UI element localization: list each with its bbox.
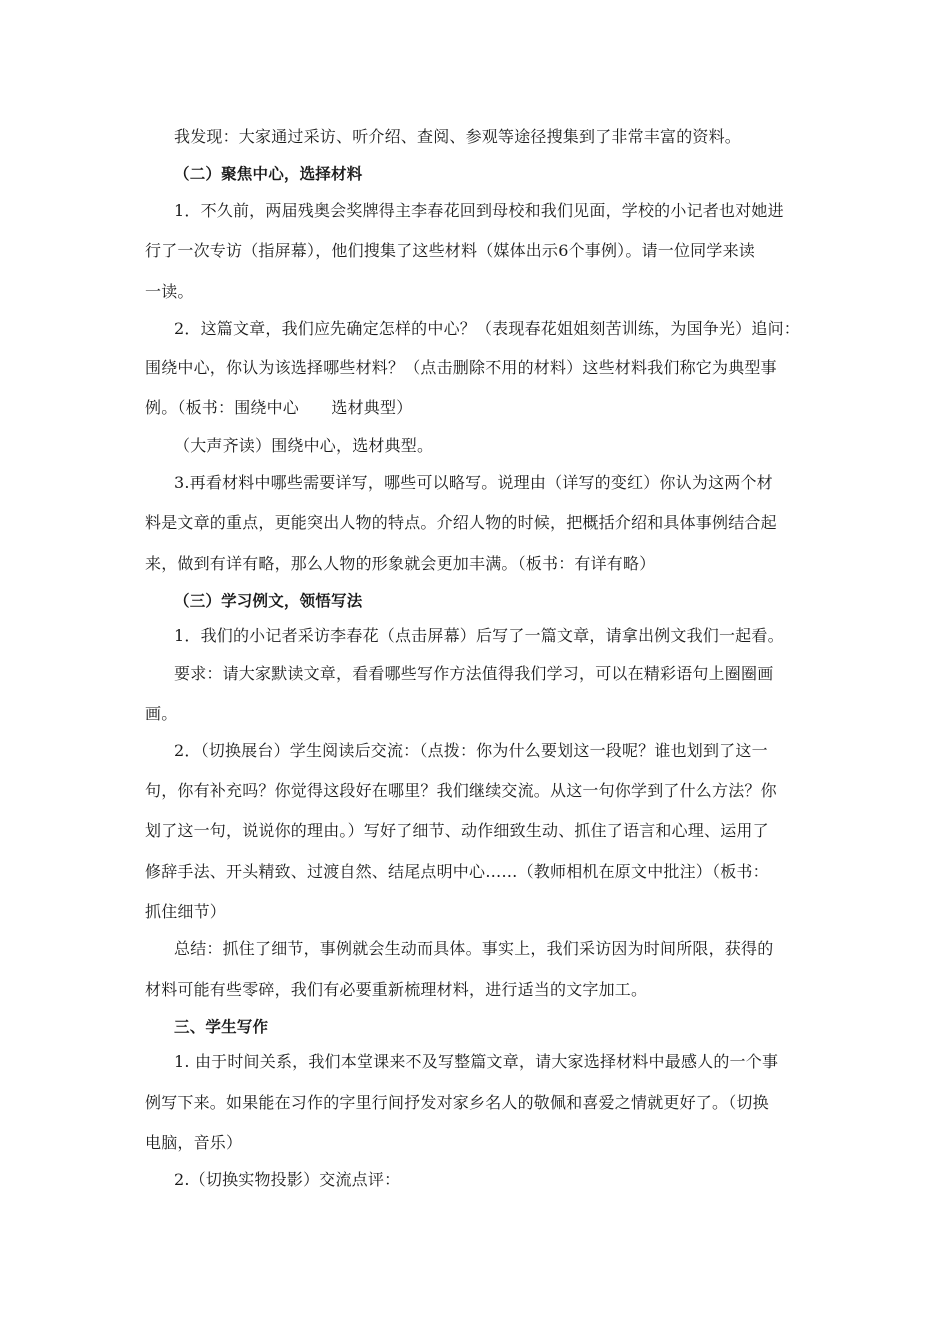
paragraph-line: 要求：请大家默读文章，看看哪些写作方法值得我们学习，可以在精彩语句上圈圈画 <box>174 664 774 683</box>
paragraph-line: 画。 <box>145 704 178 723</box>
paragraph-line: 句，你有补充吗？你觉得这段好在哪里？我们继续交流。从这一句你学到了什么方法？你 <box>145 781 777 800</box>
paragraph-line: 划了这一句，说说你的理由。）写好了细节、动作细致生动、抓住了语言和心理、运用了 <box>145 821 769 840</box>
paragraph-line: 1．我们的小记者采访李春花（点击屏幕）后写了一篇文章，请拿出例文我们一起看。 <box>174 626 784 645</box>
paragraph-line: 修辞手法、开头精致、过渡自然、结尾点明中心……（教师相机在原文中批注）（板书： <box>145 862 769 881</box>
paragraph-line: 来，做到有详有略，那么人物的形象就会更加丰满。（板书：有详有略） <box>145 554 656 573</box>
paragraph-line: 我发现：大家通过采访、听介绍、查阅、参观等途径搜集到了非常丰富的资料。 <box>174 127 742 146</box>
paragraph-line: 围绕中心，你认为该选择哪些材料？（点击删除不用的材料）这些材料我们称它为典型事 <box>145 358 777 377</box>
paragraph-line: 一读。 <box>145 282 194 301</box>
paragraph-line: 1. 由于时间关系，我们本堂课来不及写整篇文章，请大家选择材料中最感人的一个事 <box>174 1052 779 1071</box>
paragraph-line: 料是文章的重点，更能突出人物的特点。介绍人物的时候，把概括介绍和具体事例结合起 <box>145 513 777 532</box>
paragraph-line: 3.再看材料中哪些需要详写，哪些可以略写。说理由（详写的变红）你认为这两个材 <box>174 473 773 492</box>
paragraph-line: 例。（板书：围绕中心 选材典型） <box>145 398 413 417</box>
section-heading: 三、学生写作 <box>174 1018 269 1036</box>
paragraph-line: 2．这篇文章，我们应先确定怎样的中心？（表现春花姐姐刻苦训练，为国争光）追问： <box>174 319 800 338</box>
paragraph-line: 抓住细节） <box>145 902 227 921</box>
paragraph-line: 总结：抓住了细节，事例就会生动而具体。事实上，我们采访因为时间所限，获得的 <box>174 939 774 958</box>
paragraph-line: 例写下来。如果能在习作的字里行间抒发对家乡名人的敬佩和喜爱之情就更好了。（切换 <box>145 1093 769 1112</box>
paragraph-line: 2．（切换展台）学生阅读后交流：（点拨：你为什么要划这一段呢？谁也划到了这一 <box>174 741 768 760</box>
paragraph-line: （大声齐读）围绕中心，选材典型。 <box>174 436 434 455</box>
paragraph-line: 材料可能有些零碎，我们有必要重新梳理材料，进行适当的文字加工。 <box>145 980 648 999</box>
section-heading: （二）聚焦中心，选择材料 <box>174 165 363 183</box>
section-heading: （三）学习例文，领悟写法 <box>174 592 363 610</box>
paragraph-line: 电脑，音乐） <box>145 1133 243 1152</box>
paragraph-line: 1．不久前，两届残奥会奖牌得主李春花回到母校和我们见面，学校的小记者也对她进 <box>174 201 784 220</box>
paragraph-line: 行了一次专访（指屏幕），他们搜集了这些材料（媒体出示6个事例）。请一位同学来读 <box>145 241 755 260</box>
paragraph-line: 2.（切换实物投影）交流点评： <box>174 1170 401 1189</box>
